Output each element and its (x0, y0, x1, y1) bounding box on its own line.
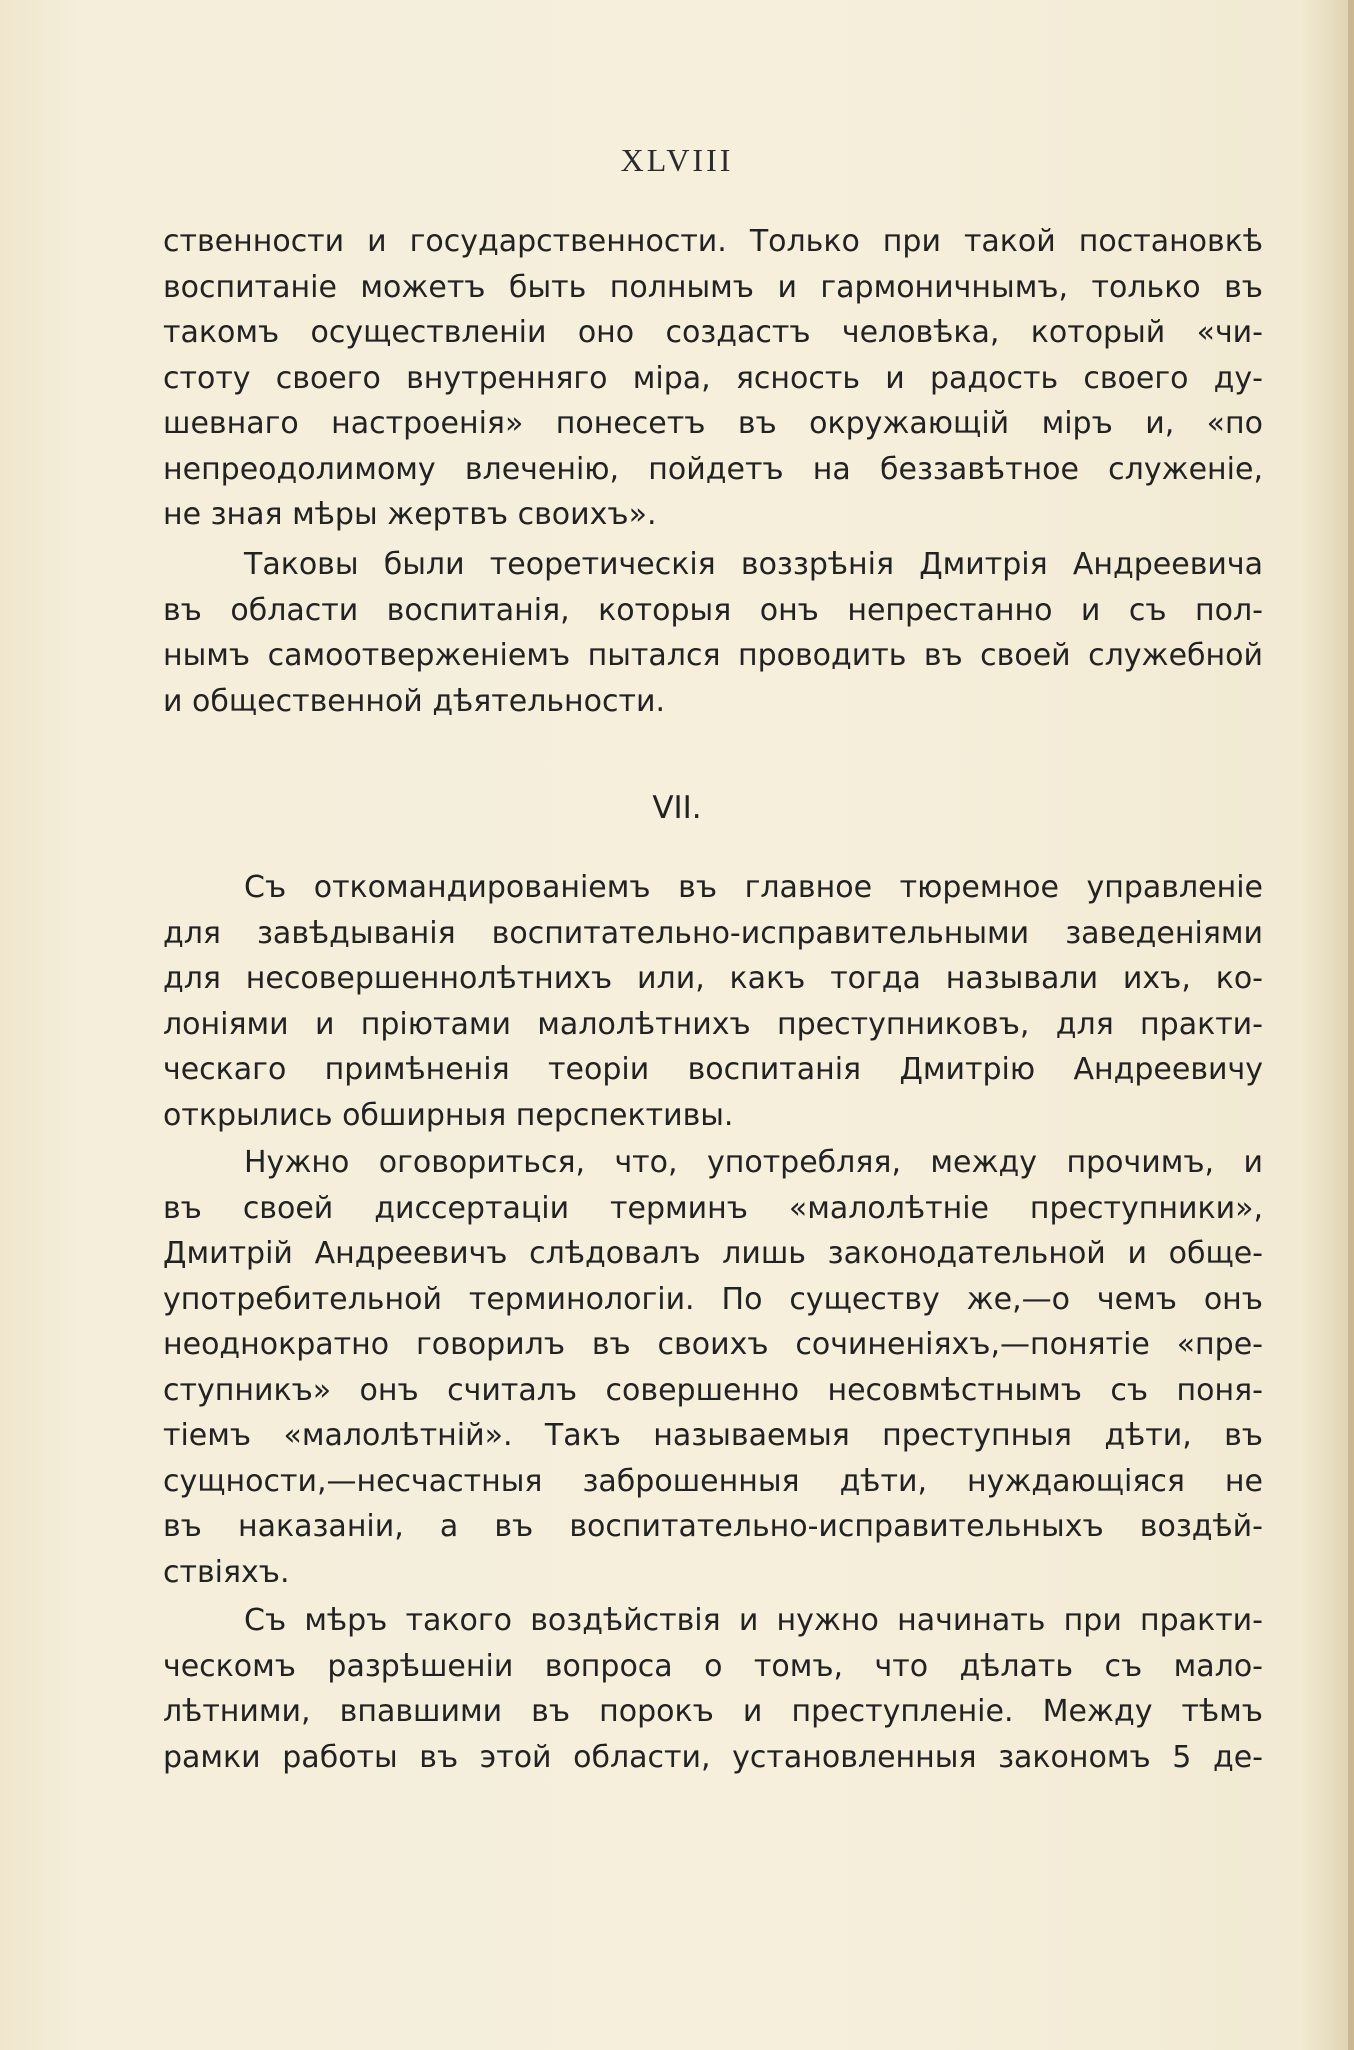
text-line: Дмитрій Андреевичъ слѣдовалъ лишь законодательной и обще- (163, 1236, 1263, 1271)
text-line: лоніями и пріютами малолѣтнихъ преступниковъ, для практи- (163, 1006, 1263, 1042)
text-line: Съ мѣръ такого воздѣйствія и нужно начинать при практи- (244, 1603, 1263, 1638)
paragraph-4 (163, 1140, 1263, 1595)
text-line: Съ откомандированіемъ въ главное тюремное управленіе (244, 870, 1263, 905)
text-line: и общественной дѣятельности. (163, 683, 666, 719)
text-line: нымъ самоотверженіемъ пытался проводить въ своей служебной (163, 638, 1263, 673)
text-line: стоту своего внутренняго міра, ясность и радость своего ду- (163, 360, 1263, 396)
text-line: рамки работы въ этой области, установленныя закономъ 5 де- (163, 1739, 1263, 1775)
text-line: сущности,—несчастныя заброшенныя дѣти, нуждающіяся не (163, 1463, 1263, 1499)
text-line: ческомъ разрѣшеніи вопроса о томъ, что дѣлать съ мало- (163, 1648, 1263, 1684)
text-line: употребительной терминологіи. По существу же,—о чемъ онъ (163, 1281, 1263, 1317)
paragraph-5 (163, 1598, 1263, 1780)
text-line: лѣтними, впавшими въ порокъ и преступленіе. Между тѣмъ (163, 1694, 1263, 1729)
text-line: не зная мѣры жертвъ своихъ». (163, 497, 657, 532)
page-folio-number: XLVIII (620, 142, 734, 178)
text-line: Таковы были теоретическія воззрѣнія Дмитрія Андреевича (244, 547, 1263, 582)
paragraph-2 (163, 542, 1263, 724)
paragraph-1 (163, 219, 1263, 538)
text-line: непреодолимому влеченію, пойдетъ на беззавѣтное служеніе, (163, 451, 1263, 487)
text-line: ственности и государственности. Только при такой постановкѣ (163, 224, 1263, 259)
text-line: въ области воспитанія, которыя онъ непрестанно и съ пол- (163, 592, 1263, 628)
text-line: неоднократно говорилъ въ своихъ сочиненіяхъ,—понятіе «пре- (163, 1327, 1263, 1362)
text-line: въ своей диссертаціи терминъ «малолѣтніе преступники», (163, 1190, 1263, 1226)
section-heading: VII. (652, 790, 702, 826)
text-line: ствіяхъ. (163, 1554, 290, 1590)
text-line: шевнаго настроенія» понесетъ въ окружающій міръ и, «по (163, 406, 1263, 441)
text-line: для завѣдыванія воспитательно-исправительными заведеніями (163, 915, 1263, 951)
page-edge-shadow (1348, 0, 1354, 2050)
text-line: Нужно оговориться, что, употребляя, между прочимъ, и (244, 1145, 1263, 1180)
text-line: для несовершеннолѣтнихъ или, какъ тогда называли ихъ, ко- (163, 961, 1263, 996)
text-line: воспитаніе можетъ быть полнымъ и гармоничнымъ, только въ (163, 269, 1263, 305)
text-line: ческаго примѣненія теоріи воспитанія Дмитрію Андреевичу (163, 1052, 1263, 1087)
text-line: въ наказаніи, а въ воспитательно-исправительныхъ воздѣй- (163, 1509, 1263, 1544)
text-line: такомъ осуществленіи оно создастъ человѣка, который «чи- (163, 315, 1263, 350)
text-line: открылись обширныя перспективы. (163, 1097, 734, 1133)
text-line: тіемъ «малолѣтній». Такъ называемыя преступныя дѣти, въ (163, 1418, 1263, 1453)
text-line: ступникъ» онъ считалъ совершенно несовмѣстнымъ съ поня- (163, 1372, 1263, 1408)
paragraph-3 (163, 865, 1263, 1138)
